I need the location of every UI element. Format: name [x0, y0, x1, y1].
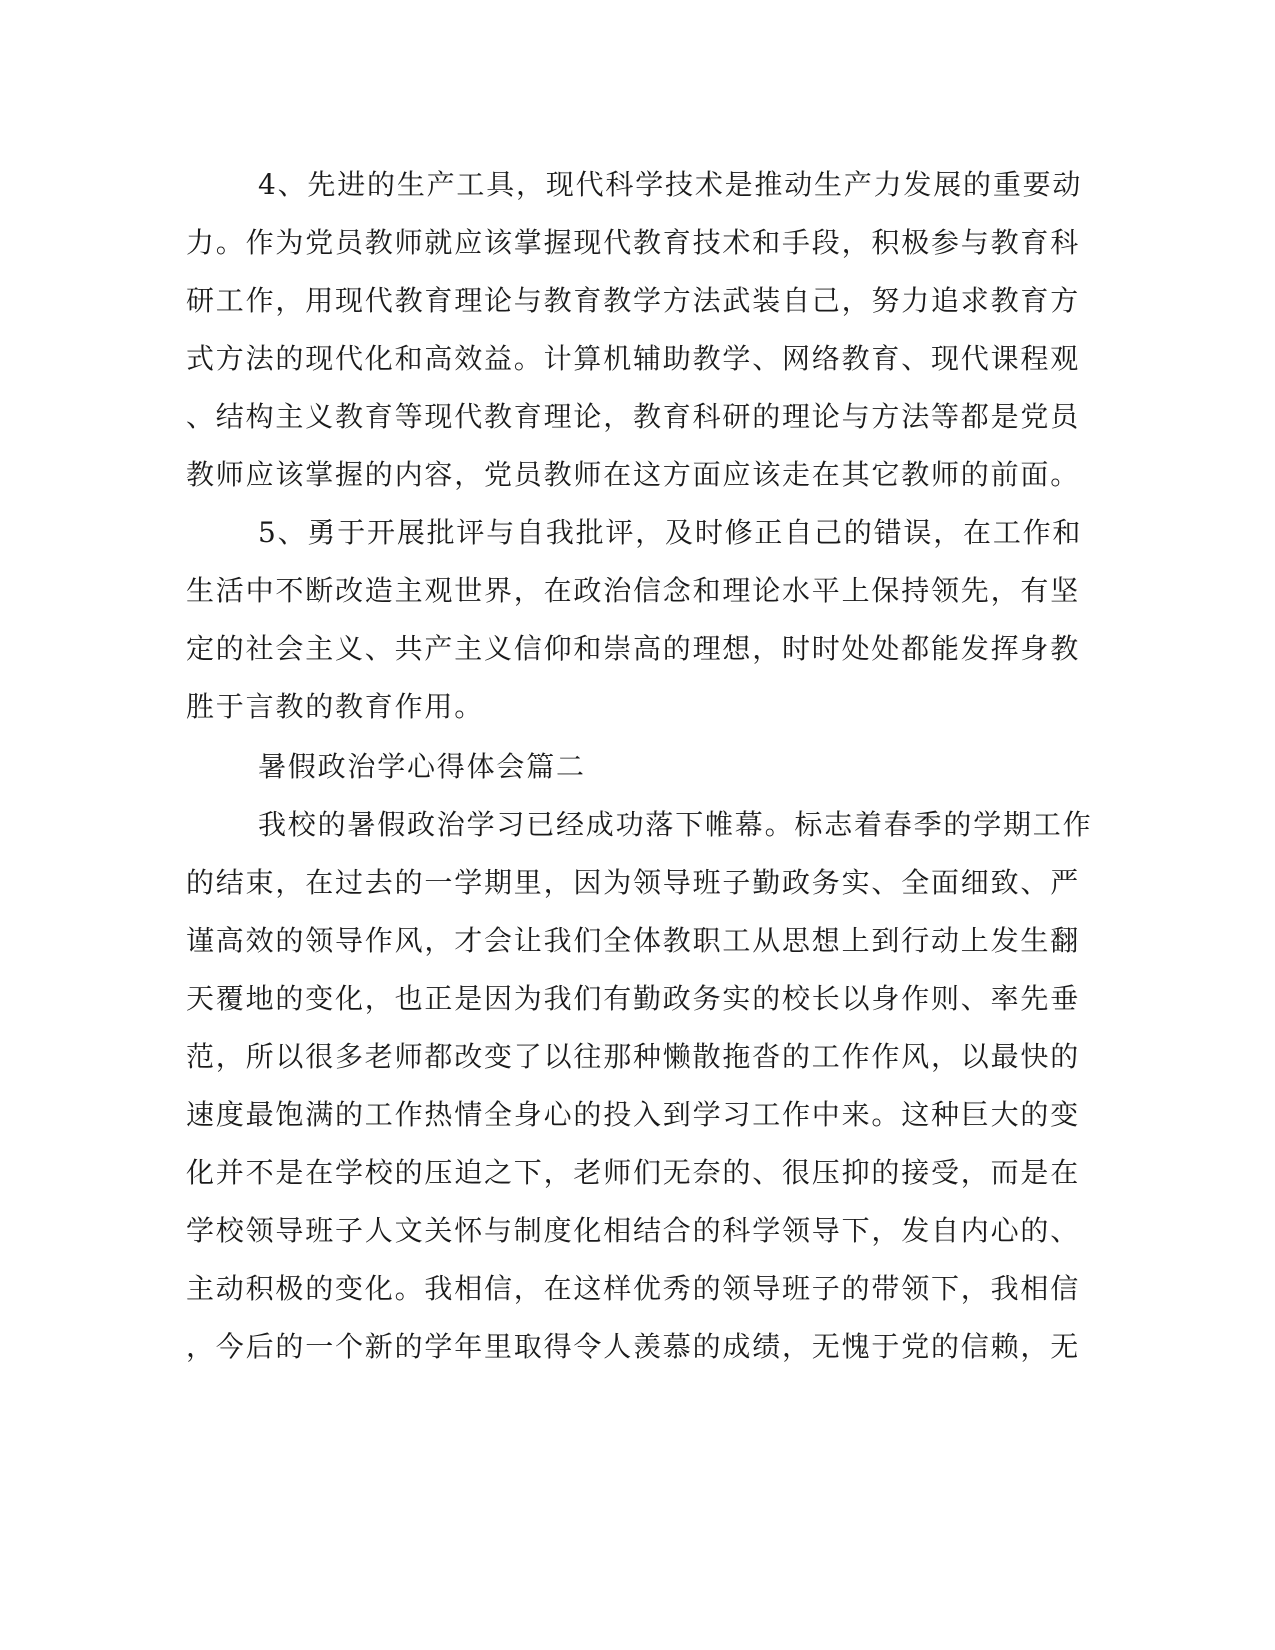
paragraph-6-line-1: 我校的暑假政治学习已经成功落下帷幕。标志着春季的学期工作: [258, 808, 1093, 841]
paragraph-6-line-2: 的结束，在过去的一学期里，因为领导班子勤政务实、全面细致、严: [186, 866, 1081, 899]
section-heading: 暑假政治学心得体会篇二: [258, 750, 586, 783]
paragraph-4-line-4: 式方法的现代化和高效益。计算机辅助教学、网络教育、现代课程观: [186, 342, 1081, 375]
paragraph-5-line-2: 生活中不断改造主观世界，在政治信念和理论水平上保持领先，有坚: [186, 574, 1081, 607]
paragraph-6-line-4: 天覆地的变化，也正是因为我们有勤政务实的校长以身作则、率先垂: [186, 982, 1081, 1015]
paragraph-6-line-6: 速度最饱满的工作热情全身心的投入到学习工作中来。这种巨大的变: [186, 1098, 1081, 1131]
paragraph-6-line-9: 主动积极的变化。我相信，在这样优秀的领导班子的带领下，我相信: [186, 1272, 1081, 1305]
paragraph-4-line-5: 、结构主义教育等现代教育理论，教育科研的理论与方法等都是党员: [186, 400, 1081, 433]
paragraph-4-line-1: 4、先进的生产工具，现代科学技术是推动生产力发展的重要动: [258, 168, 1083, 201]
paragraph-6-line-5: 范，所以很多老师都改变了以往那种懒散拖沓的工作作风，以最快的: [186, 1040, 1081, 1073]
paragraph-6-line-10: ，今后的一个新的学年里取得令人羡慕的成绩，无愧于党的信赖，无: [186, 1330, 1081, 1363]
paragraph-5-line-4: 胜于言教的教育作用。: [186, 690, 485, 723]
paragraph-6-line-3: 谨高效的领导作风，才会让我们全体教职工从思想上到行动上发生翻: [186, 924, 1081, 957]
paragraph-4-line-2: 力。作为党员教师就应该掌握现代教育技术和手段，积极参与教育科: [186, 226, 1081, 259]
paragraph-5-line-3: 定的社会主义、共产主义信仰和崇高的理想，时时处处都能发挥身教: [186, 632, 1081, 665]
paragraph-6-line-8: 学校领导班子人文关怀与制度化相结合的科学领导下，发自内心的、: [186, 1214, 1081, 1247]
paragraph-4-line-3: 研工作，用现代教育理论与教育教学方法武装自己，努力追求教育方: [186, 284, 1081, 317]
paragraph-4-line-6: 教师应该掌握的内容，党员教师在这方面应该走在其它教师的前面。: [186, 458, 1081, 491]
paragraph-5-line-1: 5、勇于开展批评与自我批评，及时修正自己的错误，在工作和: [258, 516, 1083, 549]
paragraph-6-line-7: 化并不是在学校的压迫之下，老师们无奈的、很压抑的接受，而是在: [186, 1156, 1081, 1189]
